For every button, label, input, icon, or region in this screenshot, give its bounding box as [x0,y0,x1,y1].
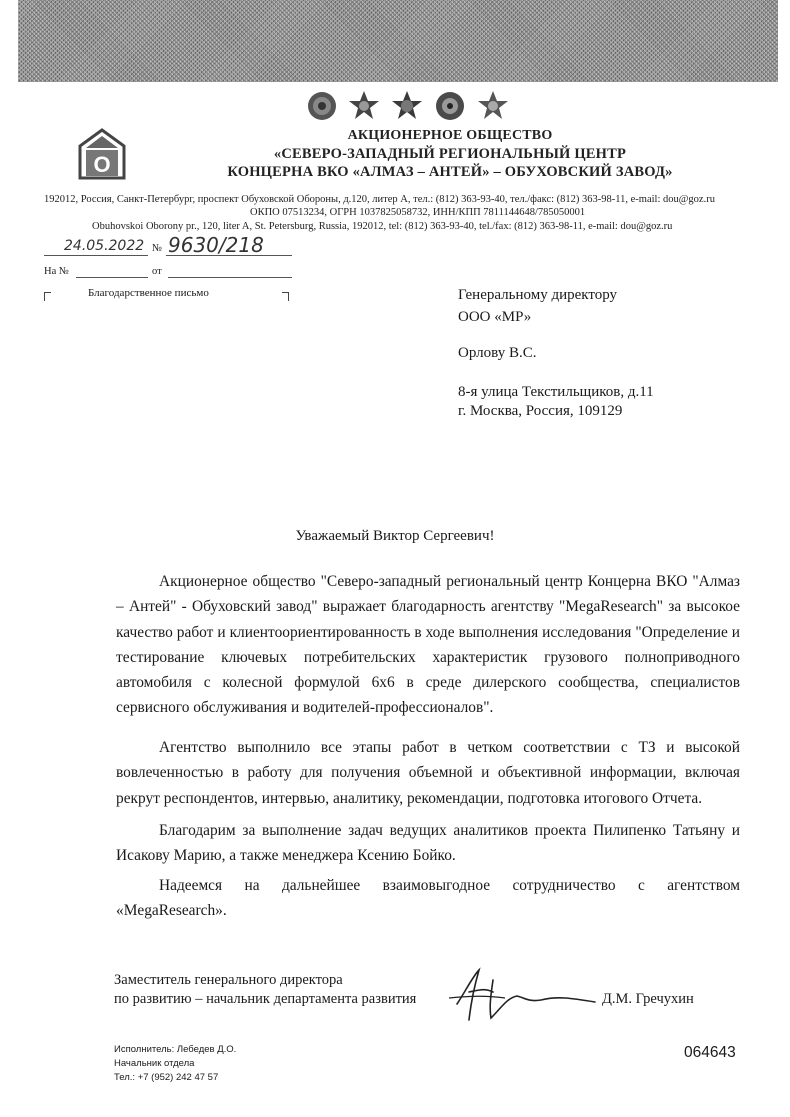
org-title-line-3: КОНЦЕРНА ВКО «АЛМАЗ – АНТЕЙ» – ОБУХОВСКИЙ ЗАВОД» [227,164,673,180]
recipient-company: ООО «МР» [458,309,532,325]
reference-from-label: от [152,266,162,277]
body-paragraph-2: Агентство выполнило все этапы работ в четком соответствии с ТЗ и высокой вовлеченностью в работу для получения объемной и объективной информации, включая рекрут респондентов, интервью, аналитику, рекомендации, подготовка итогового Отчета. [116,739,740,807]
reference-from-underline [168,277,292,278]
number-label: № [152,243,163,254]
number-underline [166,255,292,256]
order-medal-icon [436,92,464,120]
logo-letter: О [93,152,111,177]
recipient-city: г. Москва, Россия, 109129 [458,403,623,419]
letter-number: 9630/218 [168,233,264,257]
signatory-name: Д.М. Гречухин [602,991,694,1007]
reference-underline [76,277,148,278]
executor-name: Исполнитель: Лебедев Д.О. [114,1044,237,1055]
subject-bracket-left [44,292,51,301]
order-medals-row [300,90,515,122]
letter-subject: Благодарственное письмо [88,287,209,299]
address-english: Obuhovskoi Oborony pr., 120, liter A, St. Petersburg, Russia, 192012, tel: (812) 363-93-40, tel./fax: (812) 363-98-11, e-mail: dou@goz.ru [92,221,673,232]
registration-codes: ОКПО 07513234, ОГРН 1037825058732, ИНН/КПП 7811144648/785050001 [250,207,586,218]
recipient-name: Орлову В.С. [458,345,537,361]
recipient-position: Генеральному директору [458,287,618,303]
salutation: Уважаемый Виктор Сергеевич! [295,528,495,544]
order-medal-icon [478,91,508,119]
reference-label: На № [44,266,69,277]
order-medal-icon [349,91,379,119]
body-paragraph-4: Надеемся на дальнейшее взаимовыгодное сотрудничество с агентством «MegaResearch». [116,877,740,920]
executor-phone: Тел.: +7 (952) 242 47 57 [114,1072,219,1083]
letter-date: 24.05.2022 [64,238,145,254]
date-underline [44,255,148,256]
org-title-line-2: «СЕВЕРО-ЗАПАДНЫЙ РЕГИОНАЛЬНЫЙ ЦЕНТР [273,146,627,162]
recipient-street: 8-я улица Текстильщиков, д.11 [458,384,654,400]
executor-position: Начальник отдела [114,1058,195,1069]
signatory-position-line-1: Заместитель генерального директора [114,972,343,988]
signatory-position-line-2: по развитию – начальник департамента развития [114,991,417,1007]
company-logo-icon [78,128,126,180]
address-russian: 192012, Россия, Санкт-Петербург, проспект Обуховской Обороны, д.120, литер А, тел.: (812) 363-93-40, тел./факс: (812) 363-98-11, e-mail: dou@goz.ru [44,194,715,205]
org-title-line-1: АКЦИОНЕРНОЕ ОБЩЕСТВО [347,128,553,143]
order-medal-icon [392,91,422,119]
document-serial-number: 064643 [684,1044,736,1061]
body-paragraph-3: Благодарим за выполнение задач ведущих аналитиков проекта Пилипенко Татьяну и Исакову Марию, а также менеджера Ксению Бойко. [116,822,740,865]
subject-bracket-right [282,292,289,301]
handwritten-signature [445,962,605,1032]
order-medal-icon [308,92,336,120]
body-paragraph-1: Акционерное общество "Северо-западный региональный центр Концерна ВКО "Алмаз – Антей" - Обуховский завод" выражает благодарность агентству "MegaResearch" за высокое качество работ и клиентоориентированность в ходе выполнения исследования "Определение и тестирование ключевых потребительских характеристик грузового полноприводного автомобиля с колесной формулой 6х6 в среде дилерского сообщества, специалистов сервисного обслуживания и водителей-профессионалов". [116,573,740,717]
scan-noise-band [18,0,778,82]
